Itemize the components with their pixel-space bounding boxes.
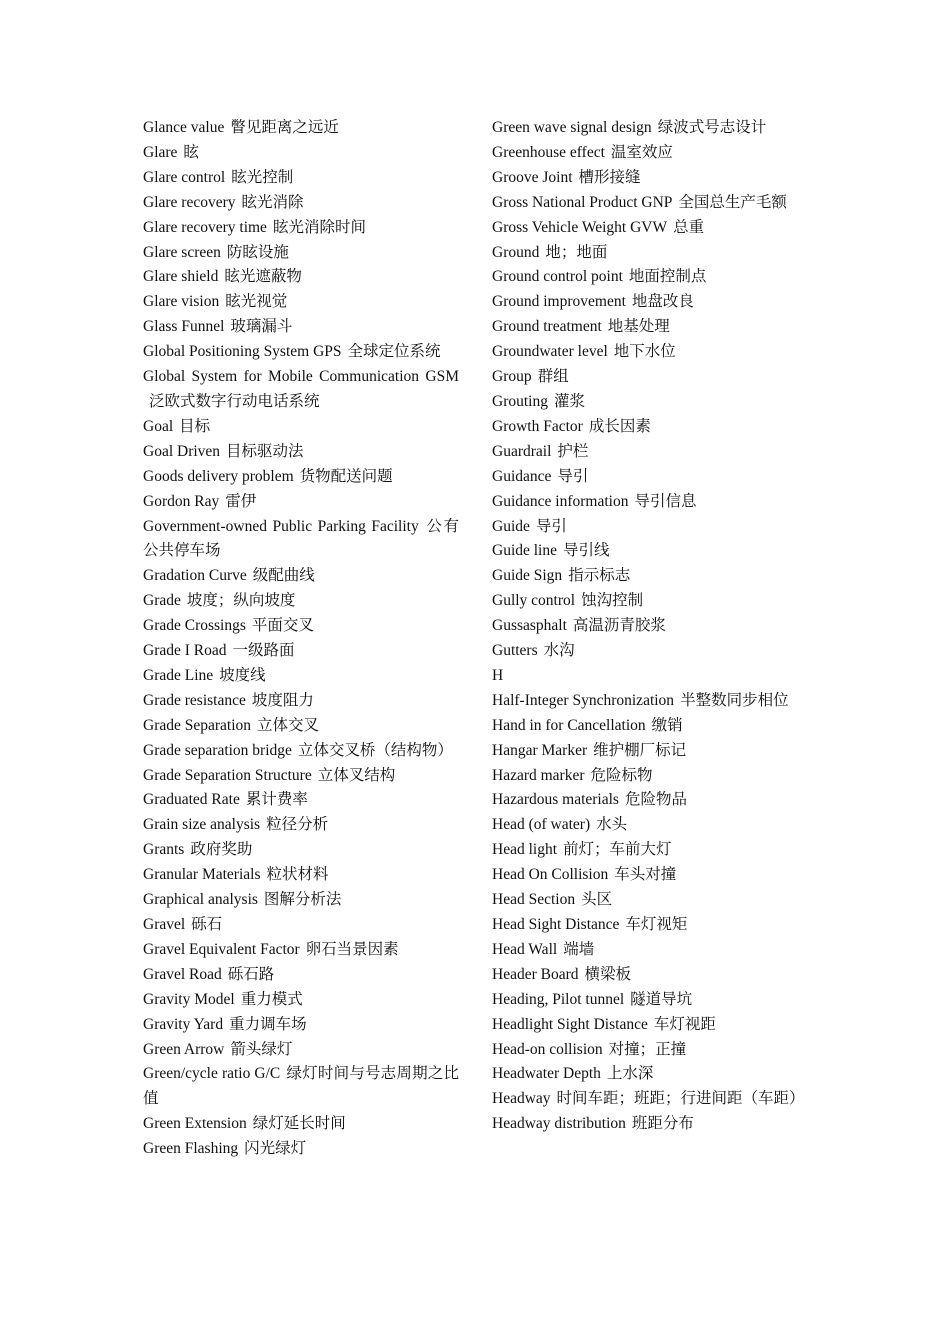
glossary-translation: 蚀沟控制 <box>581 592 644 610</box>
glossary-term: Granular Materials <box>143 866 261 884</box>
glossary-term: Heading, Pilot tunnel <box>492 990 625 1008</box>
glossary-translation: 前灯；车前大灯 <box>563 841 672 859</box>
glossary-translation: 防眩设施 <box>226 243 289 261</box>
glossary-translation: 一级路面 <box>232 642 295 660</box>
glossary-translation: 地；地面 <box>545 243 608 261</box>
glossary-translation: 目标 <box>179 417 211 435</box>
glossary-translation: 级配曲线 <box>252 567 315 585</box>
glossary-entry <box>492 191 808 216</box>
glossary-translation: 导引 <box>535 517 567 535</box>
glossary-term: Gross National Product GNP <box>492 193 673 211</box>
glossary-entry <box>492 141 808 166</box>
glossary-translation: 上水深 <box>606 1065 654 1083</box>
glossary-translation: 水沟 <box>543 642 575 660</box>
glossary-term: Grade separation bridge <box>143 741 292 759</box>
glossary-entry <box>143 714 459 739</box>
glossary-term: Goods delivery problem <box>143 467 294 485</box>
glossary-term: Half-Integer Synchronization <box>492 691 675 709</box>
glossary-term: Headway distribution <box>492 1115 626 1133</box>
glossary-term: Head light <box>492 841 557 859</box>
glossary-translation: 重力调车场 <box>229 1015 307 1033</box>
glossary-term: Gravel <box>143 916 186 933</box>
glossary-term: Graphical analysis <box>143 891 258 909</box>
glossary-translation: 横梁板 <box>584 965 632 983</box>
glossary-translation: 砾石路 <box>227 965 275 983</box>
glossary-translation: 头区 <box>581 891 613 909</box>
glossary-entry <box>492 415 808 440</box>
glossary-entry <box>492 340 808 365</box>
glossary-entry <box>143 764 459 789</box>
glossary-entry <box>143 241 459 266</box>
glossary-entry <box>143 788 459 813</box>
glossary-term: Global Positioning System GPS <box>143 343 342 361</box>
glossary-entry <box>143 290 459 315</box>
glossary-term: Gordon Ray <box>143 492 220 510</box>
glossary-term: Glare <box>143 143 178 161</box>
glossary-entry <box>492 515 808 540</box>
glossary-term: Gussasphalt <box>492 617 567 635</box>
glossary-term: Green Arrow <box>143 1040 225 1058</box>
glossary-translation: 危险标物 <box>590 766 653 784</box>
glossary-entry <box>143 838 459 863</box>
glossary-entry <box>143 415 459 440</box>
glossary-term: Growth Factor <box>492 417 583 435</box>
glossary-entry <box>492 315 808 340</box>
glossary-column-right <box>492 116 808 1137</box>
glossary-translation: 导引线 <box>563 542 610 560</box>
glossary-translation: 累计费率 <box>245 791 308 809</box>
glossary-term: Gradation Curve <box>143 567 247 585</box>
glossary-term: Green wave signal design <box>492 119 652 136</box>
glossary-entry <box>143 564 459 589</box>
glossary-entry <box>143 141 459 166</box>
glossary-term: Guidance <box>492 467 552 485</box>
glossary-entry <box>492 1062 808 1087</box>
glossary-term: Guardrail <box>492 442 552 460</box>
glossary-translation: 温室效应 <box>610 143 673 161</box>
glossary-translation: 地盘改良 <box>631 293 694 311</box>
glossary-entry <box>143 1013 459 1038</box>
glossary-term: Headway <box>492 1090 551 1108</box>
glossary-translation: 地下水位 <box>613 343 676 361</box>
glossary-translation: 立体交叉 <box>257 716 320 734</box>
glossary-entry <box>143 888 459 913</box>
glossary-term: Green Flashing <box>143 1140 239 1158</box>
glossary-term: Grade Line <box>143 666 214 684</box>
glossary-entry <box>492 290 808 315</box>
glossary-entry <box>492 888 808 913</box>
glossary-term: Glare recovery <box>143 193 236 211</box>
glossary-entry <box>143 739 459 764</box>
glossary-entry <box>143 1062 459 1112</box>
glossary-entry <box>143 166 459 191</box>
glossary-term: Grade Crossings <box>143 617 246 635</box>
glossary-translation: 半整数同步相位 <box>680 691 789 709</box>
glossary-translation: 成长因素 <box>588 417 651 435</box>
glossary-translation: 时间车距；班距；行进间距（车距） <box>556 1090 805 1108</box>
glossary-translation: 危险物品 <box>624 791 687 809</box>
glossary-term: Group <box>492 368 532 386</box>
glossary-translation: 粒状材料 <box>266 866 329 884</box>
glossary-translation: 维护棚厂标记 <box>593 741 687 759</box>
glossary-entry <box>492 963 808 988</box>
glossary-translation: 地面控制点 <box>628 268 707 286</box>
glossary-term: Gravity Yard <box>143 1015 224 1033</box>
glossary-translation: 眩光视觉 <box>225 293 288 311</box>
glossary-term: Global System for Mobile Communication GSM <box>143 368 459 386</box>
glossary-translation: 高温沥青胶浆 <box>572 617 666 635</box>
glossary-translation: 公有公共停车场 <box>143 517 459 560</box>
glossary-term: Glare screen <box>143 243 221 261</box>
glossary-entry <box>492 664 808 689</box>
glossary-term: Guidance information <box>492 492 629 510</box>
glossary-term: Hazardous materials <box>492 791 619 809</box>
glossary-translation: 班距分布 <box>631 1115 694 1133</box>
glossary-translation: 坡度线 <box>219 666 266 684</box>
glossary-translation: 槽形接缝 <box>578 168 641 186</box>
glossary-term: Ground control point <box>492 268 623 286</box>
glossary-translation: 重力模式 <box>240 990 303 1008</box>
glossary-entry <box>492 639 808 664</box>
glossary-entry <box>143 988 459 1013</box>
glossary-translation: 眩光消除 <box>241 193 304 211</box>
glossary-term: Hazard marker <box>492 766 585 784</box>
glossary-term: Gravel Road <box>143 965 222 983</box>
glossary-term: Grade resistance <box>143 691 246 709</box>
glossary-term: Greenhouse effect <box>492 143 605 161</box>
glossary-translation: 护栏 <box>557 442 589 460</box>
glossary-translation: 瞥见距离之远近 <box>230 119 339 136</box>
glossary-entry <box>492 116 808 141</box>
glossary-translation: 立体叉结构 <box>317 766 396 784</box>
glossary-entry <box>492 490 808 515</box>
glossary-term: Headwater Depth <box>492 1065 601 1083</box>
glossary-entry <box>492 863 808 888</box>
glossary-entry <box>143 689 459 714</box>
glossary-term: H <box>492 666 504 684</box>
glossary-entry <box>492 988 808 1013</box>
glossary-term: Ground improvement <box>492 293 626 311</box>
glossary-translation: 眩光遮蔽物 <box>224 268 302 286</box>
glossary-entry <box>143 490 459 515</box>
glossary-entry <box>143 639 459 664</box>
glossary-entry <box>492 365 808 390</box>
glossary-entry <box>143 664 459 689</box>
glossary-term: Graduated Rate <box>143 791 240 809</box>
glossary-term: Glare vision <box>143 293 220 311</box>
glossary-translation: 闪光绿灯 <box>244 1140 307 1158</box>
glossary-term: Glance value <box>143 119 225 136</box>
glossary-term: Head Section <box>492 891 576 909</box>
glossary-term: Ground treatment <box>492 318 602 336</box>
glossary-entry <box>143 589 459 614</box>
glossary-entry <box>492 739 808 764</box>
glossary-entry <box>143 1137 459 1162</box>
glossary-translation: 对撞；正撞 <box>608 1040 687 1058</box>
glossary-translation: 全国总生产毛额 <box>678 193 787 211</box>
glossary-entry <box>143 315 459 340</box>
glossary-translation: 立体交叉桥（结构物） <box>297 741 453 759</box>
glossary-translation: 粒径分析 <box>266 816 329 834</box>
glossary-translation: 全球定位系统 <box>347 343 441 361</box>
glossary-entry <box>492 589 808 614</box>
glossary-translation: 坡度阻力 <box>251 691 314 709</box>
glossary-term: Goal <box>143 417 174 435</box>
glossary-translation: 货物配送问题 <box>299 467 393 485</box>
glossary-entry <box>492 813 808 838</box>
glossary-translation: 坡度；纵向坡度 <box>186 592 296 610</box>
glossary-term: Headlight Sight Distance <box>492 1015 648 1033</box>
glossary-entry <box>492 265 808 290</box>
glossary-term: Goal Driven <box>143 442 221 460</box>
glossary-translation: 绿波式号志设计 <box>657 119 767 136</box>
glossary-translation: 灌浆 <box>553 392 585 410</box>
glossary-term: Hand in for Cancellation <box>492 716 646 734</box>
glossary-entry <box>143 863 459 888</box>
glossary-column-left <box>143 116 459 1162</box>
glossary-entry <box>492 1013 808 1038</box>
glossary-term: Gully control <box>492 592 576 610</box>
glossary-translation: 指示标志 <box>568 567 631 585</box>
glossary-entry <box>492 689 808 714</box>
glossary-translation: 目标驱动法 <box>226 442 304 460</box>
glossary-translation: 眩光消除时间 <box>272 218 366 236</box>
glossary-entry <box>143 1112 459 1137</box>
glossary-translation: 泛欧式数字行动电话系统 <box>149 392 320 410</box>
glossary-translation: 图解分析法 <box>263 891 342 909</box>
glossary-term: Gravel Equivalent Factor <box>143 940 300 958</box>
glossary-term: Grants <box>143 841 185 859</box>
glossary-term: Groundwater level <box>492 343 608 361</box>
glossary-entry <box>143 938 459 963</box>
glossary-translation: 眩光控制 <box>231 168 294 186</box>
glossary-entry <box>143 465 459 490</box>
glossary-term: Glare shield <box>143 268 219 286</box>
glossary-translation: 端墙 <box>563 940 595 958</box>
glossary-entry <box>143 1038 459 1063</box>
glossary-entry <box>492 539 808 564</box>
glossary-term: Head-on collision <box>492 1040 603 1058</box>
glossary-entry <box>492 1038 808 1063</box>
glossary-term: Gravity Model <box>143 990 235 1008</box>
glossary-term: Guide line <box>492 542 557 560</box>
glossary-entry <box>143 913 459 938</box>
glossary-entry <box>492 390 808 415</box>
glossary-entry <box>492 465 808 490</box>
glossary-entry <box>492 714 808 739</box>
glossary-term: Head (of water) <box>492 816 591 834</box>
glossary-translation: 缴销 <box>651 716 683 734</box>
glossary-translation: 眩 <box>183 143 199 161</box>
glossary-entry <box>143 265 459 290</box>
glossary-term: Grouting <box>492 392 548 410</box>
glossary-entry <box>143 216 459 241</box>
glossary-translation: 政府奖助 <box>190 841 253 859</box>
glossary-entry <box>143 340 459 365</box>
glossary-term: Grade I Road <box>143 642 227 660</box>
glossary-entry <box>143 440 459 465</box>
glossary-translation: 群组 <box>537 368 569 386</box>
glossary-entry <box>492 1112 808 1137</box>
glossary-term: Grain size analysis <box>143 816 261 834</box>
glossary-entry <box>492 216 808 241</box>
glossary-term: Head On Collision <box>492 866 609 884</box>
glossary-term: Gross Vehicle Weight GVW <box>492 218 668 236</box>
glossary-translation: 总重 <box>673 218 705 236</box>
glossary-translation: 砾石 <box>191 916 223 933</box>
glossary-term: Guide Sign <box>492 567 563 585</box>
glossary-term: Grade <box>143 592 181 610</box>
glossary-translation: 水头 <box>596 816 628 834</box>
glossary-entry <box>492 440 808 465</box>
glossary-translation: 导引 <box>557 467 589 485</box>
glossary-entry <box>492 614 808 639</box>
glossary-entry <box>492 564 808 589</box>
glossary-entry <box>492 913 808 938</box>
glossary-term: Government-owned Public Parking Facility <box>143 517 419 535</box>
glossary-term: Head Sight Distance <box>492 916 620 933</box>
glossary-entry <box>143 963 459 988</box>
glossary-translation: 车头对撞 <box>614 866 677 884</box>
glossary-term: Glass Funnel <box>143 318 225 336</box>
glossary-translation: 车灯视距 <box>653 1015 716 1033</box>
glossary-term: Head Wall <box>492 940 558 958</box>
glossary-translation: 绿灯时间与号志周期之比值 <box>143 1065 459 1108</box>
glossary-term: Grade Separation Structure <box>143 766 312 784</box>
glossary-entry <box>492 166 808 191</box>
glossary-entry <box>492 241 808 266</box>
glossary-term: Guide <box>492 517 530 535</box>
glossary-entry <box>143 813 459 838</box>
glossary-entry <box>492 764 808 789</box>
glossary-translation: 玻璃漏斗 <box>230 318 293 336</box>
glossary-term: Glare control <box>143 168 226 186</box>
glossary-translation: 地基处理 <box>607 318 670 336</box>
glossary-term: Groove Joint <box>492 168 573 186</box>
glossary-entry <box>143 191 459 216</box>
glossary-term: Hangar Marker <box>492 741 588 759</box>
glossary-entry <box>492 788 808 813</box>
glossary-entry <box>143 614 459 639</box>
glossary-term: Gutters <box>492 642 538 660</box>
glossary-translation: 导引信息 <box>634 492 697 510</box>
glossary-term: Green Extension <box>143 1115 247 1133</box>
glossary-term: Grade Separation <box>143 716 252 734</box>
glossary-translation: 绿灯延长时间 <box>252 1115 346 1133</box>
glossary-translation: 车灯视矩 <box>625 916 688 933</box>
glossary-term: Green/cycle ratio G/C <box>143 1065 281 1083</box>
glossary-term: Glare recovery time <box>143 218 267 236</box>
glossary-entry <box>492 838 808 863</box>
glossary-term: Ground <box>492 243 540 261</box>
glossary-translation: 箭头绿灯 <box>230 1040 293 1058</box>
glossary-entry <box>492 1087 808 1112</box>
glossary-entry <box>143 116 459 141</box>
glossary-translation: 卵石当景因素 <box>305 940 399 958</box>
glossary-translation: 平面交叉 <box>251 617 314 635</box>
glossary-translation: 隧道导坑 <box>630 990 693 1008</box>
glossary-entry <box>492 938 808 963</box>
glossary-entry <box>143 515 459 565</box>
glossary-term: Header Board <box>492 965 579 983</box>
glossary-entry <box>143 365 459 415</box>
glossary-translation: 雷伊 <box>225 492 257 510</box>
